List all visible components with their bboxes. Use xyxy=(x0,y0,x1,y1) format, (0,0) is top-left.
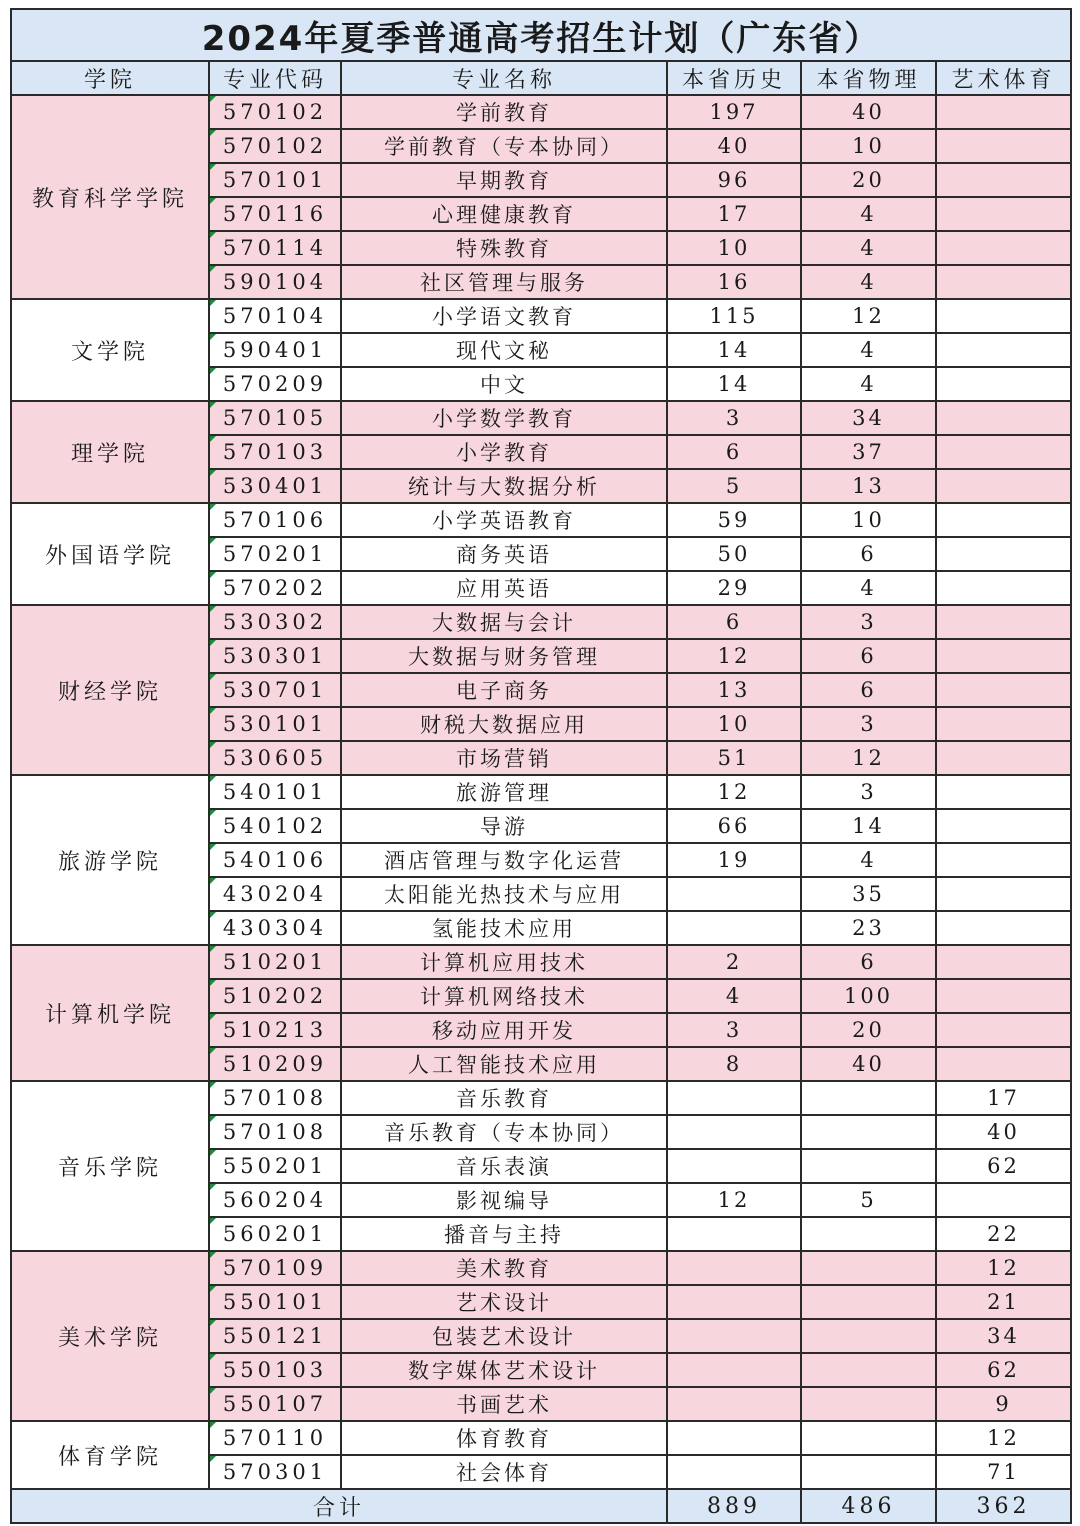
history-count: 16 xyxy=(667,265,801,299)
history-count xyxy=(667,1251,801,1285)
total-row xyxy=(11,1489,1071,1523)
physics-count xyxy=(801,1285,936,1319)
physics-count xyxy=(801,1217,936,1251)
physics-count: 4 xyxy=(801,843,936,877)
physics-count: 6 xyxy=(801,945,936,979)
physics-count: 12 xyxy=(801,299,936,333)
physics-count: 10 xyxy=(801,129,936,163)
table-row xyxy=(11,95,1071,129)
art-count xyxy=(936,809,1071,843)
major-code: 550101 xyxy=(209,1285,341,1319)
art-count xyxy=(936,877,1071,911)
major-code: 530101 xyxy=(209,707,341,741)
art-count: 71 xyxy=(936,1455,1071,1489)
history-count xyxy=(667,1285,801,1319)
history-count xyxy=(667,1319,801,1353)
major-code: 570102 xyxy=(209,95,341,129)
art-count xyxy=(936,775,1071,809)
college-name: 文学院 xyxy=(11,299,209,401)
table-body xyxy=(11,95,1071,1489)
physics-count xyxy=(801,1421,936,1455)
major-code: 550107 xyxy=(209,1387,341,1421)
major-name: 音乐教育（专本协同） xyxy=(341,1115,667,1149)
physics-count: 40 xyxy=(801,95,936,129)
major-name: 数字媒体艺术设计 xyxy=(341,1353,667,1387)
physics-count xyxy=(801,1115,936,1149)
history-count xyxy=(667,911,801,945)
history-count: 5 xyxy=(667,469,801,503)
major-name: 电子商务 xyxy=(341,673,667,707)
physics-count xyxy=(801,1081,936,1115)
major-name: 应用英语 xyxy=(341,571,667,605)
major-code: 570104 xyxy=(209,299,341,333)
major-name: 人工智能技术应用 xyxy=(341,1047,667,1081)
header-college: 学院 xyxy=(11,61,209,95)
history-count: 17 xyxy=(667,197,801,231)
physics-count: 4 xyxy=(801,367,936,401)
major-name: 体育教育 xyxy=(341,1421,667,1455)
major-code: 550121 xyxy=(209,1319,341,1353)
art-count xyxy=(936,95,1071,129)
history-count xyxy=(667,1455,801,1489)
physics-count: 37 xyxy=(801,435,936,469)
major-name: 心理健康教育 xyxy=(341,197,667,231)
art-count xyxy=(936,129,1071,163)
art-count: 22 xyxy=(936,1217,1071,1251)
physics-count: 4 xyxy=(801,231,936,265)
table-row xyxy=(11,1251,1071,1285)
college-name: 旅游学院 xyxy=(11,775,209,945)
physics-count: 6 xyxy=(801,639,936,673)
history-count: 96 xyxy=(667,163,801,197)
physics-count: 4 xyxy=(801,197,936,231)
major-name: 书画艺术 xyxy=(341,1387,667,1421)
art-count: 62 xyxy=(936,1149,1071,1183)
physics-count: 4 xyxy=(801,265,936,299)
art-count xyxy=(936,1183,1071,1217)
major-name: 小学英语教育 xyxy=(341,503,667,537)
major-code: 570201 xyxy=(209,537,341,571)
history-count xyxy=(667,877,801,911)
major-code: 510209 xyxy=(209,1047,341,1081)
table-row xyxy=(11,1081,1071,1115)
history-count: 12 xyxy=(667,775,801,809)
major-name: 音乐表演 xyxy=(341,1149,667,1183)
art-count xyxy=(936,367,1071,401)
major-code: 550103 xyxy=(209,1353,341,1387)
history-count: 12 xyxy=(667,639,801,673)
history-count: 10 xyxy=(667,707,801,741)
total-art: 362 xyxy=(936,1489,1071,1523)
college-name: 体育学院 xyxy=(11,1421,209,1489)
history-count: 6 xyxy=(667,435,801,469)
college-name: 音乐学院 xyxy=(11,1081,209,1251)
physics-count: 13 xyxy=(801,469,936,503)
major-code: 570110 xyxy=(209,1421,341,1455)
major-name: 音乐教育 xyxy=(341,1081,667,1115)
physics-count: 20 xyxy=(801,163,936,197)
major-name: 影视编导 xyxy=(341,1183,667,1217)
major-name: 包装艺术设计 xyxy=(341,1319,667,1353)
major-name: 酒店管理与数字化运营 xyxy=(341,843,667,877)
history-count: 197 xyxy=(667,95,801,129)
history-count: 12 xyxy=(667,1183,801,1217)
header-physics: 本省物理 xyxy=(801,61,936,95)
major-name: 现代文秘 xyxy=(341,333,667,367)
history-count xyxy=(667,1353,801,1387)
major-code: 510202 xyxy=(209,979,341,1013)
physics-count xyxy=(801,1251,936,1285)
history-count: 4 xyxy=(667,979,801,1013)
art-count xyxy=(936,945,1071,979)
physics-count xyxy=(801,1353,936,1387)
art-count xyxy=(936,571,1071,605)
art-count xyxy=(936,265,1071,299)
major-name: 早期教育 xyxy=(341,163,667,197)
major-name: 播音与主持 xyxy=(341,1217,667,1251)
history-count: 14 xyxy=(667,333,801,367)
major-name: 小学教育 xyxy=(341,435,667,469)
major-name: 氢能技术应用 xyxy=(341,911,667,945)
table-row xyxy=(11,945,1071,979)
major-code: 570108 xyxy=(209,1081,341,1115)
history-count: 40 xyxy=(667,129,801,163)
history-count xyxy=(667,1149,801,1183)
major-name: 计算机应用技术 xyxy=(341,945,667,979)
art-count xyxy=(936,979,1071,1013)
art-count xyxy=(936,469,1071,503)
total-history: 889 xyxy=(667,1489,801,1523)
major-code: 530301 xyxy=(209,639,341,673)
table-row xyxy=(11,775,1071,809)
major-code: 560204 xyxy=(209,1183,341,1217)
art-count xyxy=(936,911,1071,945)
major-code: 570209 xyxy=(209,367,341,401)
physics-count: 14 xyxy=(801,809,936,843)
header-major: 专业名称 xyxy=(341,61,667,95)
major-code: 570106 xyxy=(209,503,341,537)
total-label: 合计 xyxy=(11,1489,667,1523)
history-count: 10 xyxy=(667,231,801,265)
history-count: 3 xyxy=(667,1013,801,1047)
major-name: 大数据与会计 xyxy=(341,605,667,639)
major-code: 430204 xyxy=(209,877,341,911)
major-code: 540102 xyxy=(209,809,341,843)
history-count: 13 xyxy=(667,673,801,707)
major-name: 计算机网络技术 xyxy=(341,979,667,1013)
table-row xyxy=(11,503,1071,537)
college-name: 外国语学院 xyxy=(11,503,209,605)
art-count xyxy=(936,707,1071,741)
major-name: 艺术设计 xyxy=(341,1285,667,1319)
major-code: 570105 xyxy=(209,401,341,435)
major-name: 太阳能光热技术与应用 xyxy=(341,877,667,911)
art-count xyxy=(936,843,1071,877)
table-row xyxy=(11,401,1071,435)
major-name: 美术教育 xyxy=(341,1251,667,1285)
major-name: 中文 xyxy=(341,367,667,401)
major-code: 570103 xyxy=(209,435,341,469)
physics-count: 4 xyxy=(801,333,936,367)
major-code: 570116 xyxy=(209,197,341,231)
history-count: 59 xyxy=(667,503,801,537)
physics-count: 35 xyxy=(801,877,936,911)
major-code: 510213 xyxy=(209,1013,341,1047)
physics-count: 4 xyxy=(801,571,936,605)
physics-count: 3 xyxy=(801,707,936,741)
major-name: 小学数学教育 xyxy=(341,401,667,435)
major-code: 570301 xyxy=(209,1455,341,1489)
table-row xyxy=(11,605,1071,639)
art-count xyxy=(936,231,1071,265)
major-code: 570109 xyxy=(209,1251,341,1285)
major-code: 590104 xyxy=(209,265,341,299)
physics-count: 34 xyxy=(801,401,936,435)
physics-count xyxy=(801,1149,936,1183)
art-count xyxy=(936,503,1071,537)
art-count: 17 xyxy=(936,1081,1071,1115)
history-count: 6 xyxy=(667,605,801,639)
history-count: 115 xyxy=(667,299,801,333)
history-count xyxy=(667,1081,801,1115)
major-name: 市场营销 xyxy=(341,741,667,775)
major-code: 570114 xyxy=(209,231,341,265)
college-name: 财经学院 xyxy=(11,605,209,775)
art-count xyxy=(936,333,1071,367)
college-name: 美术学院 xyxy=(11,1251,209,1421)
major-code: 540106 xyxy=(209,843,341,877)
art-count xyxy=(936,299,1071,333)
history-count: 51 xyxy=(667,741,801,775)
history-count xyxy=(667,1115,801,1149)
header-row xyxy=(11,61,1071,95)
major-name: 财税大数据应用 xyxy=(341,707,667,741)
history-count: 66 xyxy=(667,809,801,843)
history-count: 3 xyxy=(667,401,801,435)
major-name: 旅游管理 xyxy=(341,775,667,809)
header-history: 本省历史 xyxy=(667,61,801,95)
physics-count xyxy=(801,1319,936,1353)
history-count: 14 xyxy=(667,367,801,401)
major-code: 570101 xyxy=(209,163,341,197)
total-physics: 486 xyxy=(801,1489,936,1523)
major-code: 540101 xyxy=(209,775,341,809)
physics-count: 20 xyxy=(801,1013,936,1047)
major-name: 大数据与财务管理 xyxy=(341,639,667,673)
art-count xyxy=(936,163,1071,197)
art-count xyxy=(936,639,1071,673)
major-code: 590401 xyxy=(209,333,341,367)
art-count: 12 xyxy=(936,1251,1071,1285)
major-name: 商务英语 xyxy=(341,537,667,571)
art-count: 40 xyxy=(936,1115,1071,1149)
major-code: 510201 xyxy=(209,945,341,979)
college-name: 计算机学院 xyxy=(11,945,209,1081)
major-name: 学前教育（专本协同） xyxy=(341,129,667,163)
table-title: 2024年夏季普通高考招生计划（广东省） xyxy=(11,9,1071,61)
history-count: 50 xyxy=(667,537,801,571)
art-count xyxy=(936,537,1071,571)
major-name: 小学语文教育 xyxy=(341,299,667,333)
art-count xyxy=(936,1013,1071,1047)
major-code: 560201 xyxy=(209,1217,341,1251)
major-code: 530605 xyxy=(209,741,341,775)
art-count xyxy=(936,435,1071,469)
physics-count: 12 xyxy=(801,741,936,775)
art-count xyxy=(936,197,1071,231)
physics-count: 3 xyxy=(801,605,936,639)
art-count xyxy=(936,741,1071,775)
physics-count: 10 xyxy=(801,503,936,537)
art-count xyxy=(936,673,1071,707)
major-code: 570102 xyxy=(209,129,341,163)
major-code: 430304 xyxy=(209,911,341,945)
major-name: 特殊教育 xyxy=(341,231,667,265)
college-name: 理学院 xyxy=(11,401,209,503)
major-code: 550201 xyxy=(209,1149,341,1183)
header-code: 专业代码 xyxy=(209,61,341,95)
art-count: 34 xyxy=(936,1319,1071,1353)
enrollment-plan-table xyxy=(10,8,1072,1524)
physics-count: 6 xyxy=(801,537,936,571)
major-code: 530701 xyxy=(209,673,341,707)
art-count xyxy=(936,401,1071,435)
table-row xyxy=(11,1421,1071,1455)
major-code: 530401 xyxy=(209,469,341,503)
physics-count: 40 xyxy=(801,1047,936,1081)
history-count xyxy=(667,1217,801,1251)
major-code: 570108 xyxy=(209,1115,341,1149)
college-name: 教育科学学院 xyxy=(11,95,209,299)
art-count: 21 xyxy=(936,1285,1071,1319)
art-count: 62 xyxy=(936,1353,1071,1387)
physics-count: 5 xyxy=(801,1183,936,1217)
major-name: 统计与大数据分析 xyxy=(341,469,667,503)
header-art: 艺术体育 xyxy=(936,61,1071,95)
history-count: 8 xyxy=(667,1047,801,1081)
major-name: 移动应用开发 xyxy=(341,1013,667,1047)
major-name: 社区管理与服务 xyxy=(341,265,667,299)
major-code: 570202 xyxy=(209,571,341,605)
major-name: 学前教育 xyxy=(341,95,667,129)
art-count: 12 xyxy=(936,1421,1071,1455)
history-count: 19 xyxy=(667,843,801,877)
title-row xyxy=(11,9,1071,61)
table-row xyxy=(11,299,1071,333)
art-count: 9 xyxy=(936,1387,1071,1421)
art-count xyxy=(936,605,1071,639)
physics-count: 100 xyxy=(801,979,936,1013)
art-count xyxy=(936,1047,1071,1081)
physics-count: 3 xyxy=(801,775,936,809)
major-name: 导游 xyxy=(341,809,667,843)
history-count: 29 xyxy=(667,571,801,605)
history-count xyxy=(667,1387,801,1421)
physics-count: 6 xyxy=(801,673,936,707)
major-name: 社会体育 xyxy=(341,1455,667,1489)
history-count: 2 xyxy=(667,945,801,979)
physics-count: 23 xyxy=(801,911,936,945)
history-count xyxy=(667,1421,801,1455)
major-code: 530302 xyxy=(209,605,341,639)
physics-count xyxy=(801,1455,936,1489)
physics-count xyxy=(801,1387,936,1421)
